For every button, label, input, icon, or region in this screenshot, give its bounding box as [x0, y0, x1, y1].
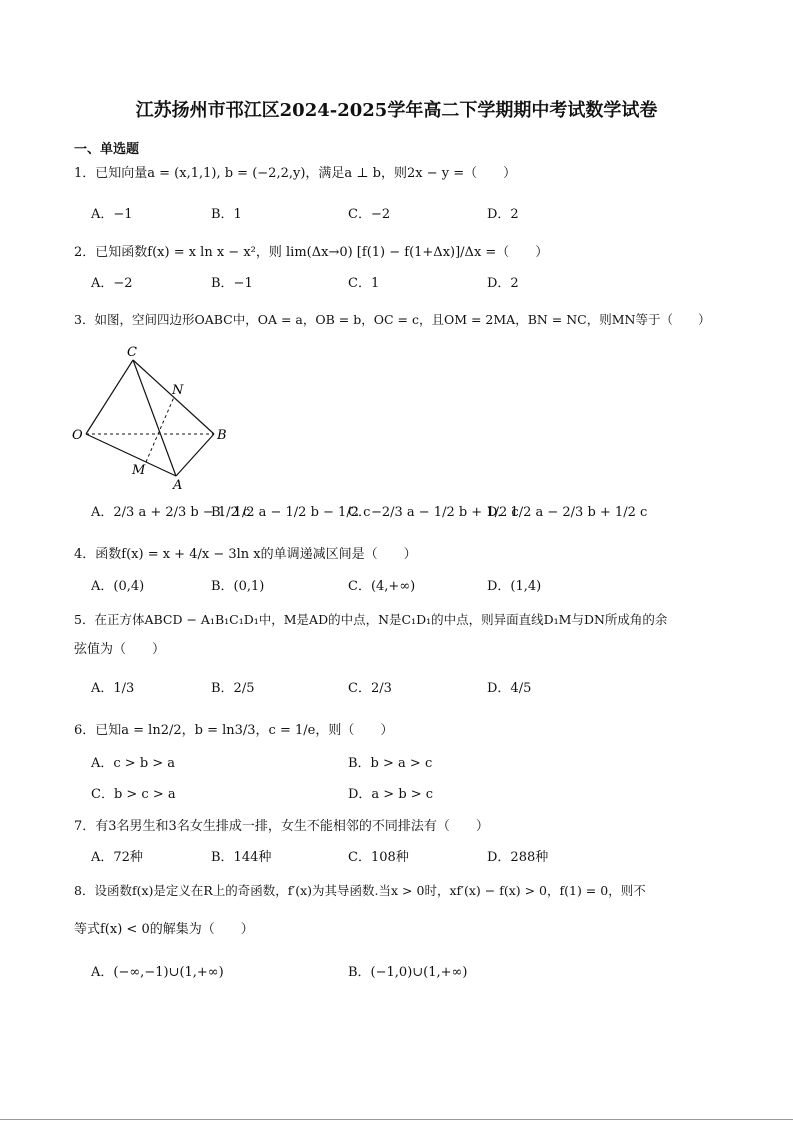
question-5-option-d: D．4/5	[487, 681, 532, 696]
label-m: M	[132, 463, 146, 478]
question-4-option-a: A．(0,4)	[91, 579, 145, 594]
question-8-option-b: B．(−1,0)∪(1,+∞)	[348, 965, 468, 980]
question-2-option-b: B．−1	[211, 276, 253, 291]
question-3-option-d: D．1/2 a − 2/3 b + 1/2 c	[487, 505, 648, 520]
question-7-option-d: D．288种	[487, 850, 549, 865]
question-5-option-b: B．2/5	[211, 681, 255, 696]
question-5-stem-line-1: 5．在正方体ABCD − A₁B₁C₁D₁中，M是AD的中点，N是C₁D₁的中点，则异面直线D₁M与DN所成角的余	[74, 612, 668, 627]
question-7-option-c: C．108种	[348, 850, 409, 865]
question-6-option-a: A．c > b > a	[91, 756, 176, 771]
question-3-option-a: A．2/3 a + 2/3 b − 1/2 c	[91, 505, 251, 520]
label-b: B	[217, 428, 227, 443]
question-6-option-b: B．b > a > c	[348, 756, 433, 771]
question-7-option-b: B．144种	[211, 850, 272, 865]
question-3-stem: 3．如图，空间四边形OABC中，OA = a，OB = b，OC = c，且OM = 2MA，BN = NC，则MN等于（ ）	[74, 312, 711, 327]
question-6-stem: 6．已知a = ln2/2，b = ln3/3，c = 1/e，则（ ）	[74, 723, 394, 738]
question-1-option-c: C．−2	[348, 207, 391, 222]
label-c: C	[127, 345, 137, 360]
page-bottom-rule	[0, 1119, 793, 1120]
question-1-option-d: D．2	[487, 207, 519, 222]
question-5-stem-line-2: 弦值为（ ）	[74, 642, 166, 657]
question-7-option-a: A．72种	[91, 850, 143, 865]
question-8-option-a: A．(−∞,−1)∪(1,+∞)	[91, 965, 224, 980]
section-heading: 一、单选题	[74, 142, 140, 157]
label-a: A	[173, 478, 183, 492]
tetrahedron-figure	[66, 342, 236, 492]
question-2-option-d: D．2	[487, 276, 519, 291]
label-o: O	[72, 428, 83, 443]
question-3-option-c: C．−2/3 a − 1/2 b + 1/2 c	[348, 505, 519, 520]
question-3-option-b: B．1/2 a − 1/2 b − 1/2 c	[211, 505, 371, 520]
question-1-stem: 1．已知向量a = (x,1,1), b = (−2,2,y)，满足a ⊥ b，则2x − y =（ ）	[74, 166, 517, 181]
page-title: 江苏扬州市邗江区2024-2025学年高二下学期期中考试数学试卷	[135, 100, 658, 121]
question-8-stem-line-2: 等式f(x) < 0的解集为（ ）	[74, 922, 254, 937]
question-4-stem: 4．函数f(x) = x + 4/x − 3ln x的单调递减区间是（ ）	[74, 547, 417, 562]
question-1-option-a: A．−1	[91, 207, 133, 222]
question-6-option-d: D．a > b > c	[348, 787, 434, 802]
question-2-option-a: A．−2	[91, 276, 133, 291]
label-n: N	[172, 383, 184, 398]
question-2-stem: 2．已知函数f(x) = x ln x − x²，则 lim(Δx→0) [f(1) − f(1+Δx)]/Δx =（ ）	[74, 245, 549, 260]
question-5-option-a: A．1/3	[91, 681, 135, 696]
question-4-option-c: C．(4,+∞)	[348, 579, 416, 594]
question-4-option-d: D．(1,4)	[487, 579, 542, 594]
question-4-option-b: B．(0,1)	[211, 579, 265, 594]
question-1-option-b: B．1	[211, 207, 242, 222]
question-6-option-c: C．b > c > a	[91, 787, 176, 802]
question-8-stem-line-1: 8．设函数f(x)是定义在R上的奇函数，f′(x)为其导函数.当x > 0时，xf′(x) − f(x) > 0，f(1) = 0，则不	[74, 883, 646, 898]
question-2-option-c: C．1	[348, 276, 380, 291]
question-7-stem: 7．有3名男生和3名女生排成一排，女生不能相邻的不同排法有（ ）	[74, 819, 489, 834]
question-5-option-c: C．2/3	[348, 681, 392, 696]
